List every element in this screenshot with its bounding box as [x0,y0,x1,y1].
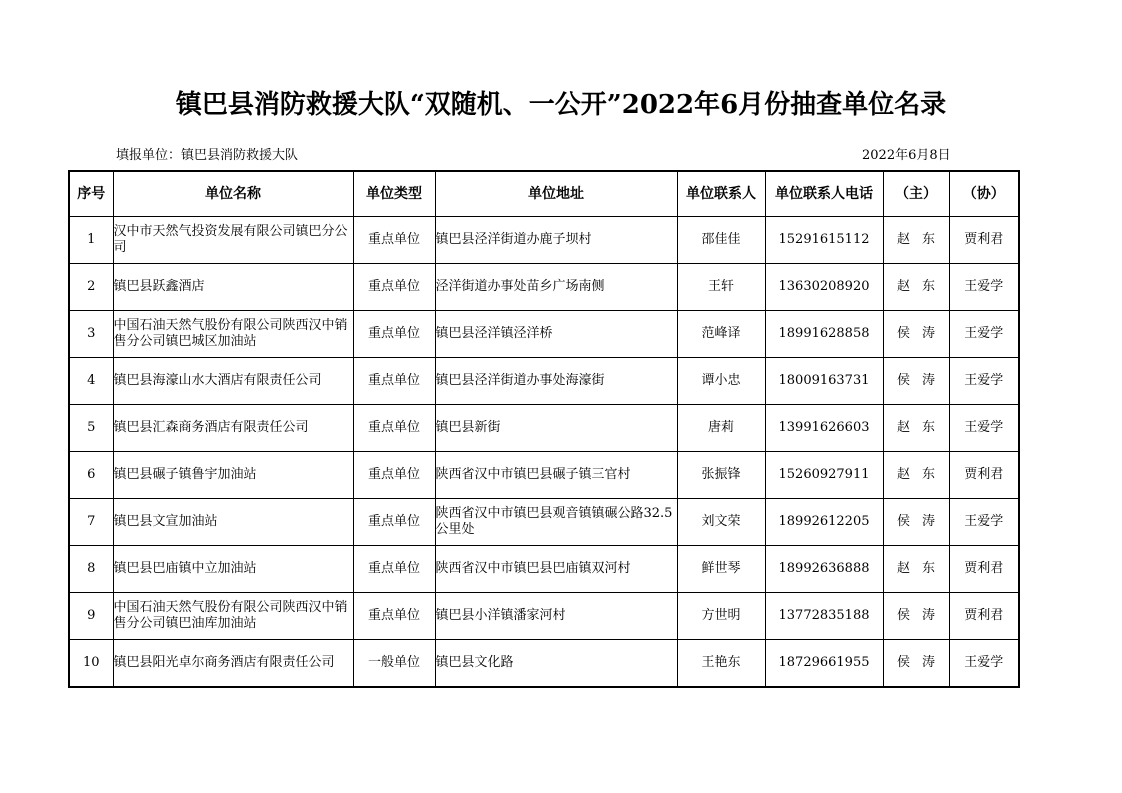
header-contact: 单位联系人 [677,171,765,217]
contact-name: 邵佳佳 [677,217,765,264]
main-inspector: 赵东 [883,452,949,499]
header-unit-address: 单位地址 [435,171,677,217]
header-no: 序号 [69,171,113,217]
unit-address: 陕西省汉中市镇巴县碾子镇三官村 [435,452,677,499]
table-row [69,217,1019,264]
fill-unit-label: 填报单位：镇巴县消防救援大队 [116,148,299,163]
unit-name: 镇巴县碾子镇鲁宇加油站 [113,452,353,499]
unit-address: 镇巴县泾洋街道办事处海濠街 [435,358,677,405]
table-row [69,452,1019,499]
main-inspector: 侯涛 [883,593,949,640]
contact-phone: 18992636888 [765,546,883,593]
assist-inspector: 王爱学 [949,499,1019,546]
contact-name: 王轩 [677,264,765,311]
contact-name: 鲜世琴 [677,546,765,593]
assist-inspector: 贾利君 [949,452,1019,499]
contact-phone: 15260927911 [765,452,883,499]
header-unit-name: 单位名称 [113,171,353,217]
assist-inspector: 王爱学 [949,405,1019,452]
table-row [69,593,1019,640]
main-inspector: 侯涛 [883,499,949,546]
report-date: 2022年6月8日 [862,148,951,163]
assist-inspector: 贾利君 [949,546,1019,593]
contact-name: 王艳东 [677,640,765,688]
header-main: （主） [883,171,949,217]
unit-name: 镇巴县跃鑫酒店 [113,264,353,311]
unit-address: 泾洋街道办事处苗乡广场南侧 [435,264,677,311]
header-unit-type: 单位类型 [353,171,435,217]
row-number: 3 [69,311,113,358]
unit-type: 重点单位 [353,593,435,640]
unit-address: 陕西省汉中市镇巴县观音镇镇碾公路32.5公里处 [435,499,677,546]
unit-type: 重点单位 [353,452,435,499]
contact-phone: 18992612205 [765,499,883,546]
table-row [69,358,1019,405]
contact-phone: 13991626603 [765,405,883,452]
unit-name: 中国石油天然气股份有限公司陕西汉中销售分公司镇巴油库加油站 [113,593,353,640]
main-inspector: 侯涛 [883,358,949,405]
contact-phone: 18729661955 [765,640,883,688]
unit-name: 中国石油天然气股份有限公司陕西汉中销售分公司镇巴城区加油站 [113,311,353,358]
contact-name: 刘文荣 [677,499,765,546]
table-header-row [69,171,1019,217]
row-number: 6 [69,452,113,499]
table-row [69,405,1019,452]
assist-inspector: 王爱学 [949,264,1019,311]
unit-name: 镇巴县巴庙镇中立加油站 [113,546,353,593]
unit-address: 镇巴县新街 [435,405,677,452]
assist-inspector: 王爱学 [949,311,1019,358]
table-row [69,640,1019,688]
unit-address: 镇巴县泾洋街道办鹿子坝村 [435,217,677,264]
contact-phone: 15291615112 [765,217,883,264]
main-inspector: 赵东 [883,264,949,311]
unit-type: 重点单位 [353,358,435,405]
unit-type: 重点单位 [353,217,435,264]
contact-name: 唐莉 [677,405,765,452]
unit-address: 镇巴县文化路 [435,640,677,688]
unit-name: 镇巴县海濠山水大酒店有限责任公司 [113,358,353,405]
unit-address: 镇巴县泾洋镇泾洋桥 [435,311,677,358]
row-number: 7 [69,499,113,546]
unit-type: 重点单位 [353,405,435,452]
header-assist: （协） [949,171,1019,217]
main-inspector: 赵东 [883,217,949,264]
main-inspector: 侯涛 [883,640,949,688]
contact-name: 谭小忠 [677,358,765,405]
row-number: 4 [69,358,113,405]
unit-name: 镇巴县文宣加油站 [113,499,353,546]
table-row [69,546,1019,593]
assist-inspector: 王爱学 [949,640,1019,688]
contact-name: 张振锋 [677,452,765,499]
contact-phone: 18991628858 [765,311,883,358]
unit-type: 一般单位 [353,640,435,688]
contact-phone: 13630208920 [765,264,883,311]
main-inspector: 赵东 [883,546,949,593]
row-number: 10 [69,640,113,688]
header-contact-phone: 单位联系人电话 [765,171,883,217]
table-row [69,264,1019,311]
contact-phone: 13772835188 [765,593,883,640]
unit-address: 镇巴县小洋镇潘家河村 [435,593,677,640]
unit-address: 陕西省汉中市镇巴县巴庙镇双河村 [435,546,677,593]
table-row [69,311,1019,358]
assist-inspector: 贾利君 [949,593,1019,640]
unit-name: 汉中市天然气投资发展有限公司镇巴分公司 [113,217,353,264]
unit-name: 镇巴县汇森商务酒店有限责任公司 [113,405,353,452]
main-inspector: 侯涛 [883,311,949,358]
assist-inspector: 贾利君 [949,217,1019,264]
unit-type: 重点单位 [353,264,435,311]
row-number: 9 [69,593,113,640]
row-number: 8 [69,546,113,593]
main-inspector: 赵东 [883,405,949,452]
contact-phone: 18009163731 [765,358,883,405]
contact-name: 方世明 [677,593,765,640]
inspection-table [68,170,1020,688]
table-row [69,499,1019,546]
unit-name: 镇巴县阳光卓尔商务酒店有限责任公司 [113,640,353,688]
unit-type: 重点单位 [353,311,435,358]
contact-name: 范峰译 [677,311,765,358]
row-number: 2 [69,264,113,311]
assist-inspector: 王爱学 [949,358,1019,405]
unit-type: 重点单位 [353,546,435,593]
document-title: 镇巴县消防救援大队“双随机、一公开”2022年6月份抽查单位名录 [175,90,947,120]
row-number: 5 [69,405,113,452]
unit-type: 重点单位 [353,499,435,546]
row-number: 1 [69,217,113,264]
